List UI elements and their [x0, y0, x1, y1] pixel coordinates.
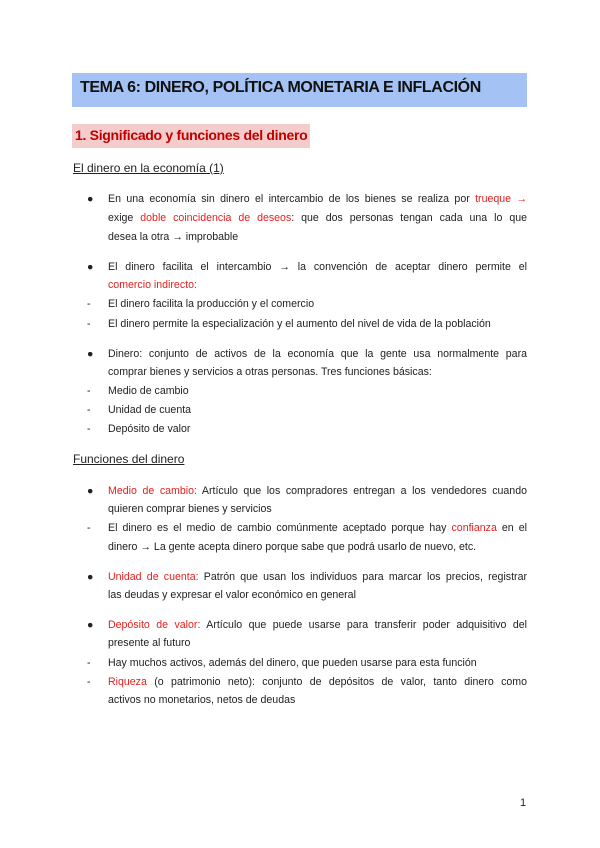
paragraph-line: Unidad de cuenta: Patrón que usan los individuos para marcar los precios, registrar: [108, 571, 527, 583]
section-heading: 1. Significado y funciones del dinero: [72, 124, 310, 148]
bullet-marker: ●: [87, 485, 94, 497]
list-item: Depósito de valor: [108, 423, 191, 435]
subheading-funciones-dinero: Funciones del dinero: [73, 452, 185, 466]
list-item: Hay muchos activos, además del dinero, que pueden usarse para esta función: [108, 657, 477, 669]
bullet-marker: ●: [87, 193, 94, 205]
page-number: 1: [520, 797, 527, 809]
dash-marker: -: [87, 298, 91, 310]
paragraph-line: presente al futuro: [108, 637, 191, 649]
list-item: Medio de cambio: [108, 385, 189, 397]
dash-marker: -: [87, 385, 91, 397]
dash-marker: -: [87, 423, 91, 435]
dash-marker: -: [87, 318, 91, 330]
paragraph-line: exige doble coincidencia de deseos: que dos personas tengan cada una lo que: [108, 212, 527, 224]
document-title: TEMA 6: DINERO, POLÍTICA MONETARIA E INFLACIÓN: [72, 73, 527, 107]
subheading-dinero-economia: El dinero en la economía (1): [73, 161, 224, 175]
list-item: Unidad de cuenta: [108, 404, 192, 416]
paragraph-line: Medio de cambio: Artículo que los compradores entregan a los vendedores cuando: [108, 485, 527, 497]
dash-marker: -: [87, 404, 91, 416]
paragraph-line: las deudas y expresar el valor económico en general: [108, 589, 356, 601]
paragraph-line: desea la otra → improbable: [108, 231, 239, 243]
dash-marker: -: [87, 676, 91, 688]
bullet-marker: ●: [87, 261, 94, 273]
paragraph-line: Depósito de valor: Artículo que puede usarse para transferir poder adquisitivo del: [108, 619, 527, 631]
bullet-marker: ●: [87, 619, 94, 631]
list-item: El dinero permite la especialización y el aumento del nivel de vida de la población: [108, 318, 491, 330]
paragraph-line: comprar bienes y servicios a otras personas. Tres funciones básicas:: [108, 366, 432, 378]
list-item: El dinero facilita la producción y el comercio: [108, 298, 315, 310]
paragraph-line: quieren comprar bienes y servicios: [108, 503, 272, 515]
dash-marker: -: [87, 657, 91, 669]
paragraph-line: activos no monetarios, netos de deudas: [108, 694, 296, 706]
paragraph-line: comercio indirecto:: [108, 279, 197, 291]
dash-marker: -: [87, 522, 91, 534]
list-item: Riqueza (o patrimonio neto): conjunto de depósitos de valor, tanto dinero como: [108, 676, 527, 688]
paragraph-line: dinero → La gente acepta dinero porque sabe que podrá usarlo de nuevo, etc.: [108, 541, 477, 553]
paragraph-line: Dinero: conjunto de activos de la economía que la gente usa normalmente para: [108, 348, 527, 360]
paragraph-line: En una economía sin dinero el intercambio de los bienes se realiza por trueque →: [108, 193, 527, 205]
list-item: El dinero es el medio de cambio comúnmente aceptado porque hay confianza en el: [108, 522, 527, 534]
bullet-marker: ●: [87, 348, 94, 360]
bullet-marker: ●: [87, 571, 94, 583]
paragraph-line: El dinero facilita el intercambio → la convención de aceptar dinero permite el: [108, 261, 527, 273]
